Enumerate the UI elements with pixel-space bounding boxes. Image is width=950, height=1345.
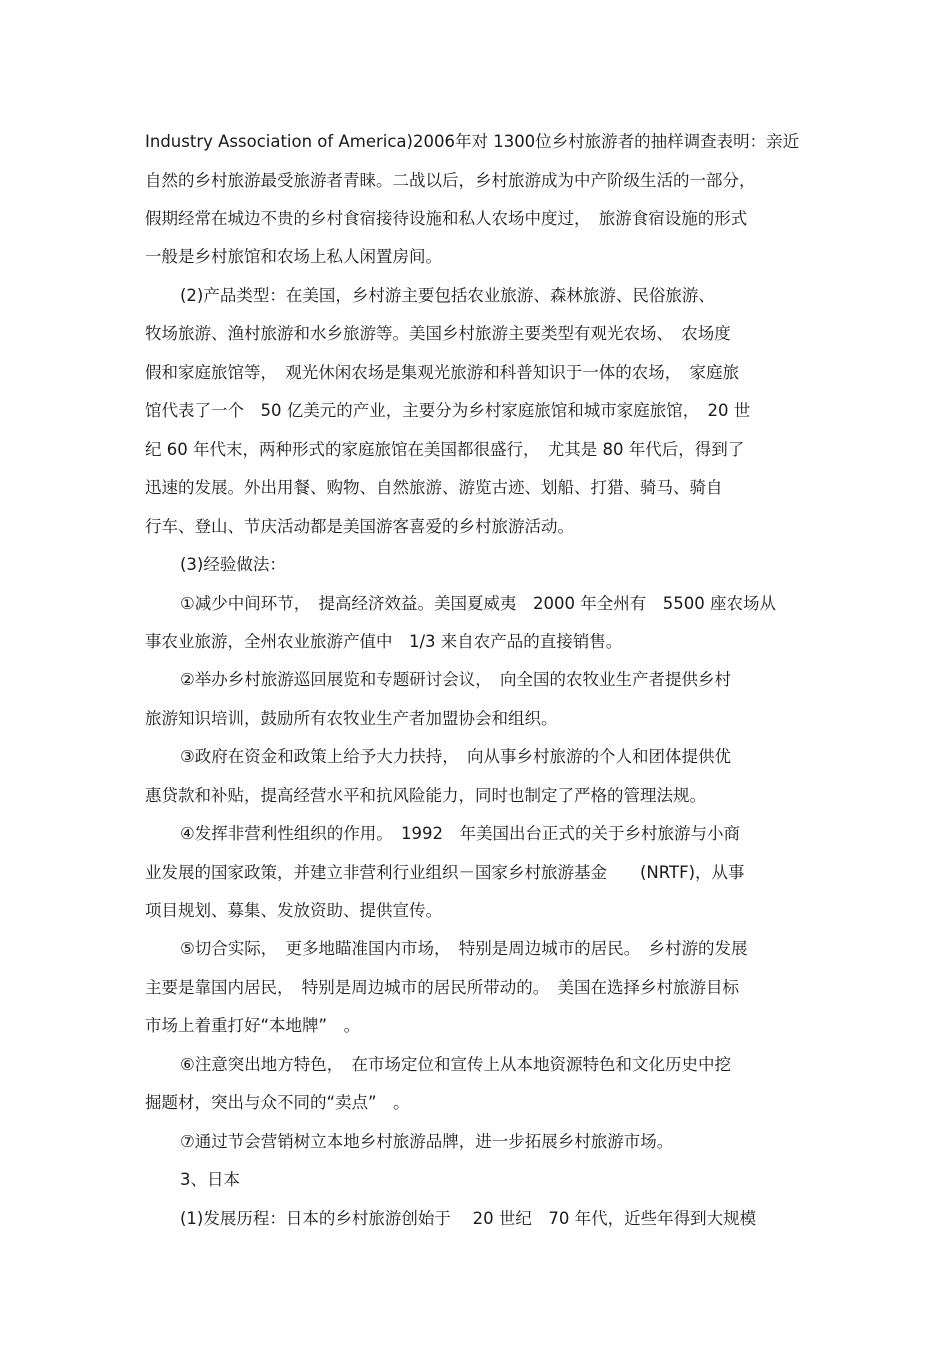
paragraph-start-line: ③政府在资金和政策上给予大力扶持， 向从事乡村旅游的个人和团体提供优 xyxy=(180,747,732,766)
text-line: Industry Association of America)2006年对 1300位乡村旅游者的抽样调查表明：亲近 xyxy=(145,132,800,151)
paragraph-start-line: (1)发展历程：日本的乡村旅游创始于 20 世纪 70 年代，近些年得到大规模 xyxy=(180,1209,757,1228)
paragraph-start-line: (2)产品类型：在美国，乡村游主要包括农业旅游、森林旅游、民俗旅游、 xyxy=(180,286,715,305)
text-line: 市场上着重打好“本地牌” 。 xyxy=(145,1016,361,1035)
text-line: 项目规划、募集、发放资助、提供宣传。 xyxy=(145,901,442,920)
section-heading: 3、日本 xyxy=(180,1170,240,1189)
text-line: 一般是乡村旅馆和农场上私人闲置房间。 xyxy=(145,247,442,266)
text-line: 假期经常在城边不贵的乡村食宿接待设施和私人农场中度过， 旅游食宿设施的形式 xyxy=(145,209,748,228)
paragraph-start-line: ④发挥非营利性组织的作用。 1992 年美国出台正式的关于乡村旅游与小商 xyxy=(180,824,741,843)
text-line: 旅游知识培训，鼓励所有农牧业生产者加盟协会和组织。 xyxy=(145,709,558,728)
text-line: 行车、登山、节庆活动都是美国游客喜爱的乡村旅游活动。 xyxy=(145,517,574,536)
text-line: 掘题材，突出与众不同的“卖点” 。 xyxy=(145,1093,410,1112)
paragraph-start-line: ⑥注意突出地方特色， 在市场定位和宣传上从本地资源特色和文化历史中挖 xyxy=(180,1055,732,1074)
text-line: 馆代表了一个 50 亿美元的产业，主要分为乡村家庭旅馆和城市家庭旅馆， 20 世 xyxy=(145,401,751,420)
text-line: 主要是靠国内居民， 特别是周边城市的居民所带动的。 美国在选择乡村旅游目标 xyxy=(145,978,739,997)
paragraph-start-line: ⑦通过节会营销树立本地乡村旅游品牌，进一步拓展乡村旅游市场。 xyxy=(180,1132,674,1151)
section-heading: (3)经验做法： xyxy=(180,555,286,574)
text-line: 迅速的发展。外出用餐、购物、自然旅游、游览古迹、划船、打猎、骑马、骑自 xyxy=(145,478,723,497)
paragraph-start-line: ②举办乡村旅游巡回展览和专题研讨会议， 向全国的农牧业生产者提供乡村 xyxy=(180,670,732,689)
text-line: 纪 60 年代末，两种形式的家庭旅馆在美国都很盛行， 尤其是 80 年代后，得到了 xyxy=(145,440,745,459)
text-line: 假和家庭旅馆等， 观光休闲农场是集观光旅游和科普知识于一体的农场， 家庭旅 xyxy=(145,363,739,382)
text-line: 惠贷款和补贴，提高经营水平和抗风险能力，同时也制定了严格的管理法规。 xyxy=(145,786,706,805)
text-line: 自然的乡村旅游最受旅游者青睐。二战以后，乡村旅游成为中产阶级生活的一部分， xyxy=(145,171,756,190)
text-line: 事农业旅游，全州农业旅游产值中 1/3 来自农产品的直接销售。 xyxy=(145,632,623,651)
paragraph-start-line: ①减少中间环节， 提高经济效益。美国夏威夷 2000 年全州有 5500 座农场从 xyxy=(180,594,777,613)
text-line: 牧场旅游、渔村旅游和水乡旅游等。美国乡村旅游主要类型有观光农场、 农场度 xyxy=(145,324,731,343)
text-line: 业发展的国家政策，并建立非营利行业组织－国家乡村旅游基金 (NRTF)，从事 xyxy=(145,863,745,882)
paragraph-start-line: ⑤切合实际， 更多地瞄准国内市场， 特别是周边城市的居民。 乡村游的发展 xyxy=(180,939,748,958)
